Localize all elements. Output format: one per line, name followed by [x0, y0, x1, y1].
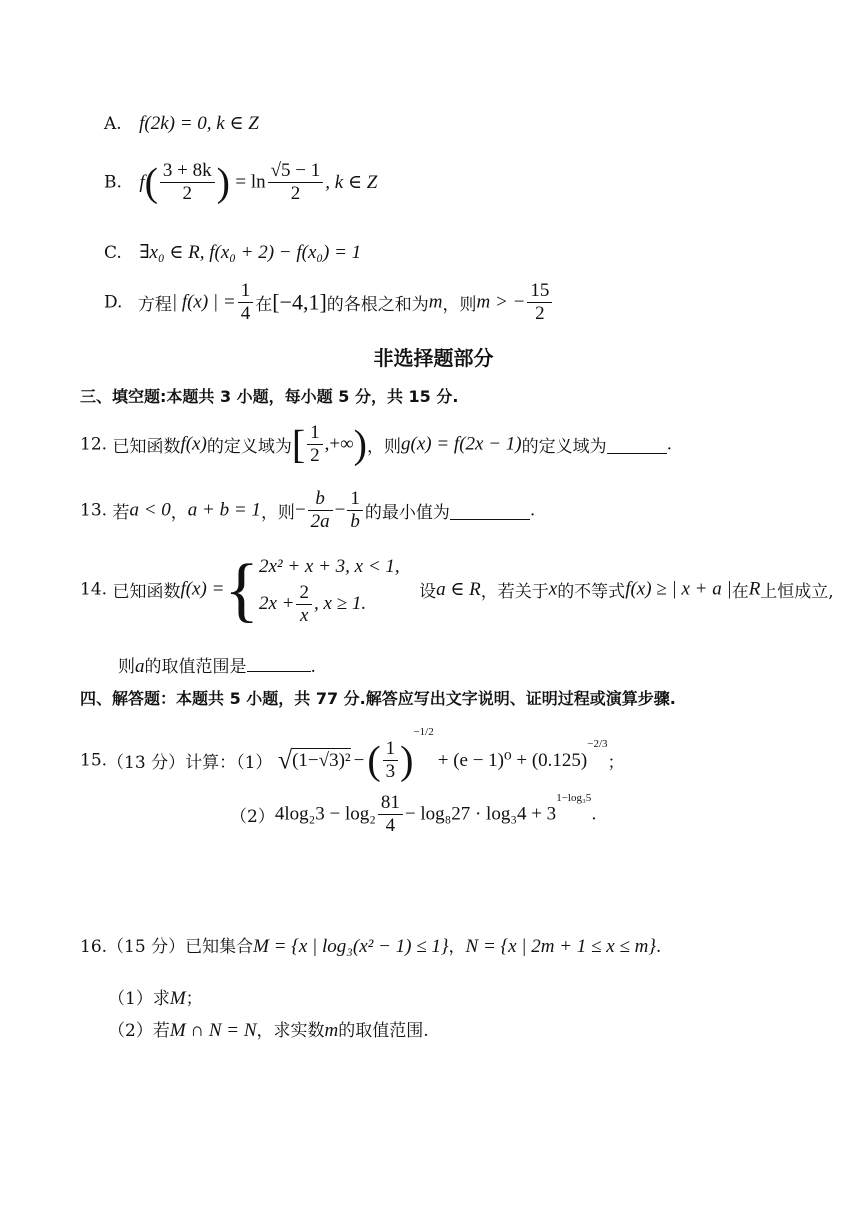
question-text: 则	[118, 657, 135, 677]
option-expression: | f(x) | =	[171, 291, 236, 313]
set-m-definition: M = {x | log₃(x² − 1) ≤ 1}	[253, 936, 449, 957]
option-expression: ∃x₀ ∈ R, f(x₀ + 2) − f(x₀) = 1	[139, 242, 362, 263]
denominator: 2	[310, 445, 320, 466]
exponent: 1−log₃5	[556, 792, 592, 804]
question-12: 12. 已知函数f(x)的定义域为[ $\frac{1}{2}$ ,+∞)，则g(x) = f(2x − 1)的定义域为 .	[80, 421, 673, 467]
part3-title: 三、填空题:本题共 3 小题，每小题 5 分，共 15 分.	[80, 387, 459, 406]
question-end: .	[591, 804, 597, 825]
fraction	[378, 792, 403, 837]
question-15-part-2	[230, 792, 597, 837]
math-expr: + (e − 1)⁰ + (0.125)	[437, 750, 588, 771]
variable-m: m	[324, 1020, 339, 1041]
question-text: 的定义域为	[206, 437, 292, 457]
minus-sign: −	[334, 499, 346, 521]
sub-question-end: 的取值范围.	[338, 1021, 429, 1041]
question-15: 15.（13 分）计算：（1） √(1−√3)² −( $\frac{1}{3}$ )$^{-1/2}+ (e - 1)^0 + (0.125)^{-2/3}$；	[80, 726, 625, 783]
option-text: 方程	[137, 295, 172, 315]
fraction	[268, 160, 324, 205]
question-number: 14.	[80, 579, 108, 600]
variable-x: x	[548, 578, 558, 600]
answer-blank	[247, 653, 311, 672]
math-expr: M ∩ N = N	[169, 1020, 257, 1041]
question-number: 13.	[80, 500, 108, 521]
option-b: B. f( $\frac{3 + 8k}{2}$ ) = ln $\frac{√5 - 1}{2}$ , k ∈ Z	[104, 159, 378, 205]
fraction	[347, 488, 363, 533]
option-c	[104, 241, 361, 264]
option-letter: B.	[104, 172, 122, 193]
fraction	[308, 488, 333, 533]
question-number: 16.	[80, 937, 108, 957]
numerator: 3 + 8k	[160, 160, 215, 183]
piece-expr: 2x +	[258, 592, 295, 614]
sub-question-text: （1）求	[108, 989, 170, 1009]
option-text: 的各根之和为	[326, 295, 429, 315]
math-expr: a + b = 1	[187, 499, 261, 521]
denominator: x	[300, 605, 309, 626]
question-14-line-2	[118, 652, 316, 678]
denominator: 2	[182, 183, 193, 204]
question-text: 的不等式	[557, 582, 626, 602]
sub-question-text: （2）若	[108, 1021, 170, 1041]
option-letter: D.	[104, 292, 123, 313]
question-16-sub-1	[108, 984, 203, 1010]
option-d	[104, 280, 554, 325]
math-expr: − log₈27 · log₃4 + 3	[404, 803, 557, 825]
numerator: 15	[527, 280, 552, 303]
fraction	[160, 160, 215, 205]
question-number: 15.	[80, 750, 108, 771]
option-expression: f(2k) = 0, k ∈ Z	[139, 113, 259, 134]
variable-m: m	[428, 291, 443, 313]
question-text: 的最小值为	[364, 503, 450, 523]
question-score: （15 分）已知集合	[107, 937, 254, 957]
set-n-definition: N = {x | 2m + 1 ≤ x ≤ m}	[465, 936, 656, 957]
math-expr: f(x) =	[180, 578, 225, 600]
fraction	[527, 280, 552, 325]
minus-sign: −	[294, 499, 306, 521]
fraction	[238, 280, 254, 325]
question-text: ，则	[260, 503, 295, 523]
denominator: 4	[240, 303, 251, 324]
math-expr: g(x) = f(2x − 1)	[401, 433, 522, 455]
radicand: (1−√3)²	[292, 749, 351, 771]
math-expr: 4log₂3 − log₂	[274, 803, 376, 825]
numerator: 1	[238, 280, 254, 303]
question-text: ，	[170, 503, 188, 523]
variable-r: R	[748, 578, 761, 600]
math-expr: a < 0	[129, 499, 171, 521]
exponent: −1/2	[413, 726, 434, 738]
option-text: ，则	[442, 295, 477, 315]
piecewise-system	[259, 552, 400, 627]
section-title: 非选择题部分	[373, 346, 494, 370]
question-14	[80, 549, 834, 630]
denominator: 4	[385, 815, 396, 836]
question-end: .	[310, 657, 316, 677]
interval: [−4,1]	[272, 289, 327, 315]
answer-blank	[450, 501, 530, 520]
option-letter: A.	[104, 114, 122, 134]
question-text: 在	[731, 582, 749, 602]
question-text: ，若关于	[480, 582, 549, 602]
equals-ln: = ln	[235, 171, 266, 193]
fraction	[307, 422, 323, 467]
piece-row-1: 2x² + x + 3, x < 1,	[258, 556, 400, 577]
numerator: √5 − 1	[268, 160, 324, 183]
question-text: 的取值范围是	[144, 657, 247, 677]
fraction	[296, 582, 312, 627]
question-punct: ；	[607, 753, 625, 773]
variable-a: a	[135, 656, 145, 677]
inequality: m > −	[476, 291, 526, 313]
numerator: 1	[383, 738, 399, 761]
question-end: .	[655, 937, 662, 957]
denominator: 2	[535, 303, 545, 324]
answer-blank	[607, 435, 667, 454]
piece-row-2	[259, 582, 400, 627]
question-end: .	[529, 500, 536, 521]
part4-title: 四、解答题：本题共 5 小题，共 77 分.解答应写出文字说明、证明过程或演算步骤.	[80, 689, 676, 708]
question-text: 若	[112, 503, 130, 523]
option-tail: , k ∈ Z	[325, 172, 378, 193]
question-text: 上恒成立,	[760, 582, 834, 602]
sub-question-text: ，求实数	[256, 1021, 325, 1041]
denominator: 2a	[310, 511, 330, 532]
question-text: 的定义域为	[521, 437, 607, 457]
question-16-sub-2	[108, 1016, 429, 1042]
part-label: （2）	[230, 807, 275, 827]
question-16	[80, 932, 661, 958]
question-text: 已知函数	[112, 437, 181, 457]
option-letter: C.	[104, 243, 122, 263]
numerator: 2	[296, 582, 312, 605]
piece-condition: , x ≥ 1.	[313, 592, 367, 614]
option-text: 在	[255, 295, 273, 315]
sub-question-end: ；	[185, 989, 203, 1009]
math-expr: f(x)	[180, 433, 207, 455]
numerator: 81	[378, 792, 403, 815]
question-text: 设	[419, 582, 437, 602]
numerator: b	[308, 488, 333, 511]
numerator: 1	[307, 422, 323, 445]
function-symbol: f	[139, 171, 145, 193]
question-number: 12.	[80, 434, 108, 455]
separator: ，	[448, 937, 466, 957]
sqrt-icon: √	[277, 745, 293, 775]
fraction	[383, 738, 399, 783]
question-13	[80, 488, 535, 533]
denominator: 2	[290, 183, 301, 204]
denominator: b	[350, 511, 360, 532]
denominator: 3	[385, 761, 396, 782]
numerator: 1	[347, 488, 363, 511]
option-a	[104, 112, 259, 135]
question-score: （13 分）计算：（1）	[107, 753, 273, 773]
math-expr: a ∈ R	[436, 579, 481, 600]
question-text: ，则	[367, 437, 401, 457]
question-text: 已知函数	[112, 582, 181, 602]
exponent: −2/3	[587, 738, 608, 750]
left-brace: {	[224, 549, 259, 630]
interval-tail: ,+∞	[324, 433, 354, 455]
variable-m: M	[169, 988, 186, 1009]
minus-sign: −	[353, 749, 365, 771]
question-end: .	[666, 434, 673, 455]
math-expr: f(x) ≥ | x + a |	[625, 578, 732, 600]
